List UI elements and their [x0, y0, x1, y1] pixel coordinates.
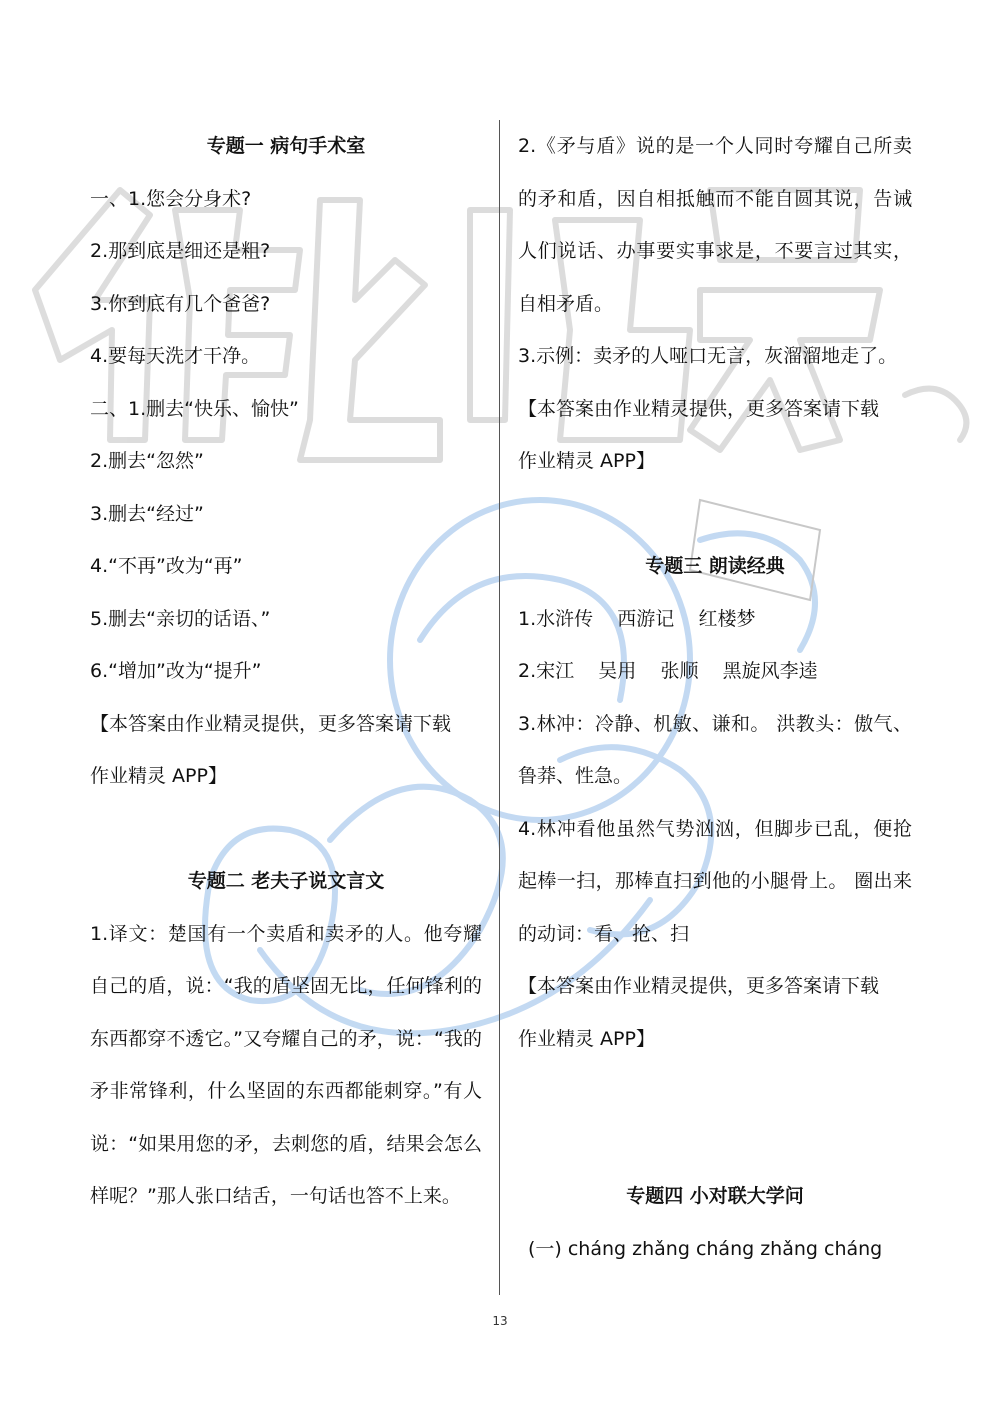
- source-note: 作业精灵 APP】: [518, 450, 655, 472]
- answer-line: 3.删去“经过”: [90, 502, 204, 525]
- column-divider: [499, 120, 500, 1295]
- section-title-4: 专题四 小对联大学问: [626, 1185, 804, 1207]
- answer-paragraph: 4.林冲看他虽然气势汹汹，但脚步已乱，便抢起棒一扫，那棒直扫到他的小腿骨上。 圈出来的动词：看、抢、扫: [518, 817, 912, 945]
- answer-line: 3.你到底有几个爸爸?: [90, 292, 271, 315]
- source-note: 【本答案由作业精灵提供，更多答案请下载: [90, 712, 452, 735]
- right-column: [518, 120, 912, 1275]
- answer-line: 2.宋江 吴用 张顺 黑旋风李逵: [518, 660, 818, 682]
- section-title-1: 专题一 病句手术室: [206, 135, 366, 157]
- translation-paragraph: 1.译文：楚国有一个卖盾和卖矛的人。他夸耀自己的盾，说：“我的盾坚固无比，任何锋利的东西都穿不透它。”又夸耀自己的矛，说：“我的矛非常锋利，什么坚固的东西都能刺穿。”有人说：“如果用您的矛，去刺您的盾，结果会怎么样呢？”那人张口结舌，一句话也答不上来。: [90, 922, 482, 1207]
- answer-line: 2.删去“忽然”: [90, 450, 204, 472]
- pinyin-line: (一) cháng zhǎng cháng zhǎng cháng: [528, 1237, 883, 1260]
- source-note: 作业精灵 APP】: [518, 1027, 655, 1050]
- source-note: 【本答案由作业精灵提供，更多答案请下载: [518, 975, 880, 997]
- answer-paragraph: 3.林冲：冷静、机敏、谦和。 洪教头：傲气、鲁莽、性急。: [518, 712, 912, 787]
- section-title-3: 专题三 朗读经典: [645, 555, 785, 577]
- source-note: 作业精灵 APP】: [90, 765, 227, 787]
- answer-line: 2.那到底是细还是粗?: [90, 240, 271, 262]
- answer-line: 4.“不再”改为“再”: [90, 555, 243, 577]
- answer-line: 5.删去“亲切的话语、”: [90, 607, 271, 630]
- page-number: 13: [492, 1314, 508, 1328]
- answer-line: 1.水浒传 西游记 红楼梦: [518, 607, 756, 630]
- source-note: 【本答案由作业精灵提供，更多答案请下载: [518, 397, 880, 420]
- section-title-2: 专题二 老夫子说文言文: [187, 870, 385, 892]
- answer-line: 一、1.您会分身术?: [90, 187, 252, 210]
- answer-line: 3.示例：卖矛的人哑口无言，灰溜溜地走了。: [518, 345, 898, 367]
- answer-line: 4.要每天洗才干净。: [90, 345, 261, 367]
- left-column: [90, 120, 482, 1223]
- answer-line: 6.“增加”改为“提升”: [90, 660, 262, 682]
- answer-line: 二、1.删去“快乐、愉快”: [90, 397, 299, 420]
- answer-paragraph: 2.《矛与盾》说的是一个人同时夸耀自己所卖的矛和盾，因自相抵触而不能自圆其说，告诫人们说话、办事要实事求是，不要言过其实，自相矛盾。: [518, 135, 912, 315]
